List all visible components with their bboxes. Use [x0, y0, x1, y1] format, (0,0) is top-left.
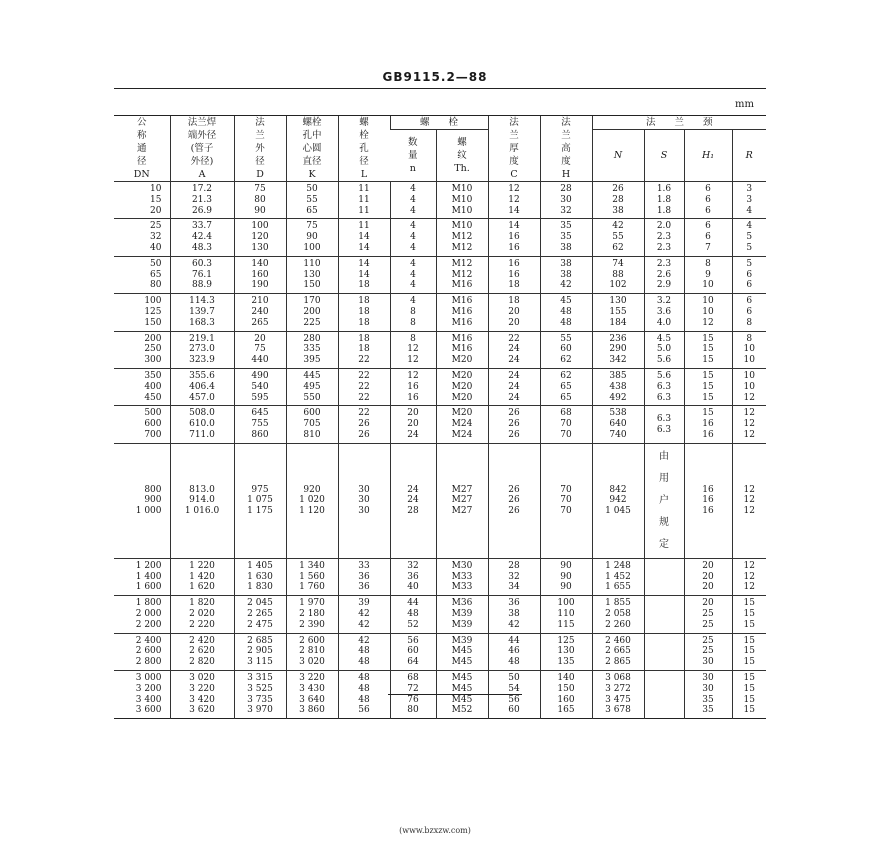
cell-neck-h1: 20 25 25 — [684, 596, 732, 633]
cell-neck-s: 3.2 3.6 4.0 — [644, 294, 684, 331]
cell-dn: 50 65 80 — [150, 258, 162, 291]
cell-neck-h1: 15 16 16 — [684, 406, 732, 443]
cell-k: 50 55 65 — [286, 182, 338, 219]
cell-bolt-n: 44 48 52 — [390, 596, 436, 633]
unit-label: mm — [735, 99, 754, 110]
cell-d: 210 240 265 — [234, 294, 286, 331]
cell-d: 645 755 860 — [234, 406, 286, 443]
cell-k: 2 600 2 810 3 020 — [286, 633, 338, 670]
cell-neck-h1: 8 9 10 — [684, 256, 732, 293]
cell-a: 355.6 406.4 457.0 — [170, 368, 234, 405]
col-header-l: 螺 栓 孔 径 L — [338, 116, 390, 182]
note-continuation — [644, 558, 684, 595]
note-user-specified: 由 用 户 规 定 — [644, 443, 684, 558]
table-row — [114, 182, 766, 219]
cell-d: 1 405 1 630 1 830 — [234, 558, 286, 595]
cell-l: 33 36 36 — [338, 558, 390, 595]
cell-l: 18 18 22 — [338, 331, 390, 368]
cell-a: 2 420 2 620 2 820 — [170, 633, 234, 670]
cell-l: 11 11 11 — [338, 182, 390, 219]
cell-a: 1 820 2 020 2 220 — [170, 596, 234, 633]
cell-bolt-n: 20 20 24 — [390, 406, 436, 443]
cell-neck-h1: 20 20 20 — [684, 558, 732, 595]
cell-neck-r: 10 10 12 — [732, 368, 766, 405]
col-header-dn: 公 称 通 径 DN — [114, 116, 170, 182]
col-header-neck: 法 兰 颈 — [592, 116, 766, 130]
table-row-group — [114, 219, 766, 256]
cell-l: 11 14 14 — [338, 219, 390, 256]
note-continuation — [644, 596, 684, 633]
cell-l: 22 22 22 — [338, 368, 390, 405]
end-rule — [388, 694, 522, 695]
table-row-group — [114, 368, 766, 405]
col-header-neck-s: S — [644, 130, 684, 182]
cell-h: 125 130 135 — [540, 633, 592, 670]
cell-c: 26 26 26 — [488, 443, 540, 558]
cell-neck-r: 6 6 8 — [732, 294, 766, 331]
cell-c: 50 54 56 60 — [488, 670, 540, 718]
note-continuation — [644, 670, 684, 718]
cell-k: 445 495 550 — [286, 368, 338, 405]
table-row-group — [114, 331, 766, 368]
note-continuation — [644, 633, 684, 670]
table-row — [114, 633, 766, 670]
cell-bolt-th: M10 M12 M12 — [436, 219, 488, 256]
table-row — [114, 219, 766, 256]
cell-d: 490 540 595 — [234, 368, 286, 405]
cell-dn: 1 200 1 400 1 600 — [135, 560, 162, 593]
cell-c: 22 24 24 — [488, 331, 540, 368]
cell-dn: 3 000 3 200 3 400 3 600 — [135, 672, 162, 716]
cell-bolt-th: M16 M16 M20 — [436, 331, 488, 368]
table-row — [114, 558, 766, 595]
cell-k: 75 90 100 — [286, 219, 338, 256]
table-row — [114, 331, 766, 368]
cell-h: 62 65 65 — [540, 368, 592, 405]
cell-dn: 800 900 1 000 — [135, 484, 162, 517]
cell-neck-h1: 6 6 7 — [684, 219, 732, 256]
cell-bolt-th: M12 M12 M16 — [436, 256, 488, 293]
cell-h: 90 90 90 — [540, 558, 592, 595]
cell-neck-r: 8 10 10 — [732, 331, 766, 368]
cell-neck-n: 236 290 342 — [592, 331, 644, 368]
cell-d: 2 045 2 265 2 475 — [234, 596, 286, 633]
cell-c: 16 16 18 — [488, 256, 540, 293]
col-header-bolt-n: 数 量 n — [390, 130, 436, 182]
cell-bolt-th: M20 M24 M24 — [436, 406, 488, 443]
cell-h: 35 35 38 — [540, 219, 592, 256]
cell-neck-r: 12 12 12 — [732, 406, 766, 443]
table-row-group — [114, 256, 766, 293]
cell-bolt-th: M20 M20 M20 — [436, 368, 488, 405]
cell-neck-r: 12 12 12 — [732, 558, 766, 595]
col-header-bolt-th: 螺 纹 Th. — [436, 130, 488, 182]
cell-a: 33.7 42.4 48.3 — [170, 219, 234, 256]
cell-c: 14 16 16 — [488, 219, 540, 256]
cell-neck-r: 4 5 5 — [732, 219, 766, 256]
table-row — [114, 443, 766, 558]
cell-bolt-th: M27 M27 M27 — [436, 443, 488, 558]
table-row — [114, 368, 766, 405]
cell-neck-r: 15 15 15 15 — [732, 670, 766, 718]
cell-neck-n: 2 460 2 665 2 865 — [592, 633, 644, 670]
cell-neck-n: 385 438 492 — [592, 368, 644, 405]
cell-neck-r: 12 12 12 — [732, 443, 766, 558]
table-row — [114, 294, 766, 331]
cell-bolt-th: M30 M33 M33 — [436, 558, 488, 595]
cell-d: 3 315 3 525 3 735 3 970 — [234, 670, 286, 718]
cell-c: 24 24 24 — [488, 368, 540, 405]
cell-dn: 25 32 40 — [150, 221, 162, 253]
standard-number: GB9115.2—88 — [382, 70, 488, 84]
cell-h: 38 38 42 — [540, 256, 592, 293]
cell-h: 68 70 70 — [540, 406, 592, 443]
cell-neck-h1: 6 6 6 — [684, 182, 732, 219]
cell-bolt-n: 8 12 12 — [390, 331, 436, 368]
cell-l: 39 42 42 — [338, 596, 390, 633]
cell-c: 18 20 20 — [488, 294, 540, 331]
cell-h: 45 48 48 — [540, 294, 592, 331]
cell-k: 110 130 150 — [286, 256, 338, 293]
cell-bolt-n: 24 24 28 — [390, 443, 436, 558]
cell-bolt-n: 12 16 16 — [390, 368, 436, 405]
cell-c: 28 32 34 — [488, 558, 540, 595]
table-row-group — [114, 406, 766, 443]
cell-neck-n: 538 640 740 — [592, 406, 644, 443]
table-row — [114, 596, 766, 633]
cell-h: 28 30 32 — [540, 182, 592, 219]
cell-bolt-th: M45 M45 M45 M52 — [436, 670, 488, 718]
cell-bolt-th: M39 M45 M45 — [436, 633, 488, 670]
cell-dn: 200 250 300 — [144, 333, 162, 366]
cell-bolt-th: M36 M39 M39 — [436, 596, 488, 633]
col-header-neck-h1: H₁ — [684, 130, 732, 182]
col-header-bolt: 螺 栓 — [390, 116, 488, 130]
cell-neck-h1: 16 16 16 — [684, 443, 732, 558]
cell-dn: 100 125 150 — [144, 296, 162, 328]
cell-neck-h1: 25 25 30 — [684, 633, 732, 670]
cell-bolt-n: 4 4 4 — [390, 219, 436, 256]
cell-neck-n: 1 248 1 452 1 655 — [592, 558, 644, 595]
cell-bolt-n: 56 60 64 — [390, 633, 436, 670]
col-header-k: 螺栓 孔中 心圆 直径 K — [286, 116, 338, 182]
cell-dn: 1 800 2 000 2 200 — [135, 598, 162, 630]
cell-k: 920 1 020 1 120 — [286, 443, 338, 558]
cell-h: 55 60 62 — [540, 331, 592, 368]
cell-h: 100 110 115 — [540, 596, 592, 633]
watermark: (www.bzxzw.com) — [399, 826, 471, 835]
cell-bolt-n: 4 4 4 — [390, 256, 436, 293]
cell-k: 3 220 3 430 3 640 3 860 — [286, 670, 338, 718]
cell-dn: 2 400 2 600 2 800 — [135, 635, 162, 668]
cell-l: 48 48 48 56 — [338, 670, 390, 718]
cell-d: 140 160 190 — [234, 256, 286, 293]
cell-neck-n: 130 155 184 — [592, 294, 644, 331]
cell-neck-s: 6.3 6.3 — [644, 406, 684, 443]
cell-d: 100 120 130 — [234, 219, 286, 256]
cell-d: 2 685 2 905 3 115 — [234, 633, 286, 670]
table-row-group — [114, 182, 766, 219]
col-header-neck-n: N — [592, 130, 644, 182]
cell-neck-h1: 10 10 12 — [684, 294, 732, 331]
col-header-a: 法兰焊 端外径 (管子 外径) A — [170, 116, 234, 182]
table-row-group — [114, 294, 766, 331]
col-header-d: 法 兰 外 径 D — [234, 116, 286, 182]
cell-a: 508.0 610.0 711.0 — [170, 406, 234, 443]
table-row — [114, 406, 766, 443]
table-row — [114, 256, 766, 293]
cell-a: 114.3 139.7 168.3 — [170, 294, 234, 331]
cell-d: 20 75 440 — [234, 331, 286, 368]
cell-neck-h1: 15 15 15 — [684, 368, 732, 405]
cell-dn: 350 400 450 — [144, 370, 162, 403]
cell-a: 1 220 1 420 1 620 — [170, 558, 234, 595]
cell-c: 26 26 26 — [488, 406, 540, 443]
cell-h: 70 70 70 — [540, 443, 592, 558]
cell-neck-n: 42 55 62 — [592, 219, 644, 256]
cell-k: 1 340 1 560 1 760 — [286, 558, 338, 595]
cell-neck-n: 842 942 1 045 — [592, 443, 644, 558]
cell-neck-r: 15 15 15 — [732, 596, 766, 633]
cell-l: 18 18 18 — [338, 294, 390, 331]
header-rule — [114, 88, 766, 89]
cell-d: 75 80 90 — [234, 182, 286, 219]
cell-bolt-n: 4 4 4 — [390, 182, 436, 219]
col-header-neck-r: R — [732, 130, 766, 182]
cell-bolt-th: M10 M10 M10 — [436, 182, 488, 219]
table-row-group — [114, 596, 766, 633]
cell-c: 36 38 42 — [488, 596, 540, 633]
cell-l: 30 30 30 — [338, 443, 390, 558]
cell-neck-s: 4.5 5.0 5.6 — [644, 331, 684, 368]
cell-k: 170 200 225 — [286, 294, 338, 331]
cell-a: 3 020 3 220 3 420 3 620 — [170, 670, 234, 718]
cell-neck-r: 15 15 15 — [732, 633, 766, 670]
cell-neck-n: 1 855 2 058 2 260 — [592, 596, 644, 633]
table-row-group — [114, 633, 766, 670]
cell-neck-s: 5.6 6.3 6.3 — [644, 368, 684, 405]
cell-dn: 500 600 700 — [144, 408, 162, 440]
col-header-h: 法 兰 高 度 H — [540, 116, 592, 182]
cell-a: 813.0 914.0 1 016.0 — [170, 443, 234, 558]
cell-l: 22 26 26 — [338, 406, 390, 443]
cell-k: 1 970 2 180 2 390 — [286, 596, 338, 633]
cell-neck-n: 74 88 102 — [592, 256, 644, 293]
cell-l: 14 14 18 — [338, 256, 390, 293]
cell-neck-r: 5 6 6 — [732, 256, 766, 293]
cell-neck-s: 1.6 1.8 1.8 — [644, 182, 684, 219]
table-row-group — [114, 443, 766, 558]
cell-a: 219.1 273.0 323.9 — [170, 331, 234, 368]
cell-d: 975 1 075 1 175 — [234, 443, 286, 558]
flange-dimension-table — [114, 115, 766, 719]
cell-bolt-n: 32 36 40 — [390, 558, 436, 595]
cell-neck-s: 2.3 2.6 2.9 — [644, 256, 684, 293]
cell-a: 17.2 21.3 26.9 — [170, 182, 234, 219]
cell-bolt-th: M16 M16 M16 — [436, 294, 488, 331]
cell-c: 44 46 48 — [488, 633, 540, 670]
cell-neck-h1: 30 30 35 35 — [684, 670, 732, 718]
col-header-c: 法 兰 厚 度 C — [488, 116, 540, 182]
cell-neck-n: 3 068 3 272 3 475 3 678 — [592, 670, 644, 718]
cell-k: 600 705 810 — [286, 406, 338, 443]
cell-dn: 10 15 20 — [150, 184, 162, 216]
cell-neck-n: 26 28 38 — [592, 182, 644, 219]
cell-a: 60.3 76.1 88.9 — [170, 256, 234, 293]
cell-k: 280 335 395 — [286, 331, 338, 368]
cell-bolt-n: 68 72 76 80 — [390, 670, 436, 718]
cell-neck-s: 2.0 2.3 2.3 — [644, 219, 684, 256]
cell-c: 12 12 14 — [488, 182, 540, 219]
cell-neck-r: 3 3 4 — [732, 182, 766, 219]
cell-neck-h1: 15 15 15 — [684, 331, 732, 368]
cell-h: 140 150 160 165 — [540, 670, 592, 718]
cell-bolt-n: 4 8 8 — [390, 294, 436, 331]
table-row-group — [114, 558, 766, 595]
cell-l: 42 48 48 — [338, 633, 390, 670]
